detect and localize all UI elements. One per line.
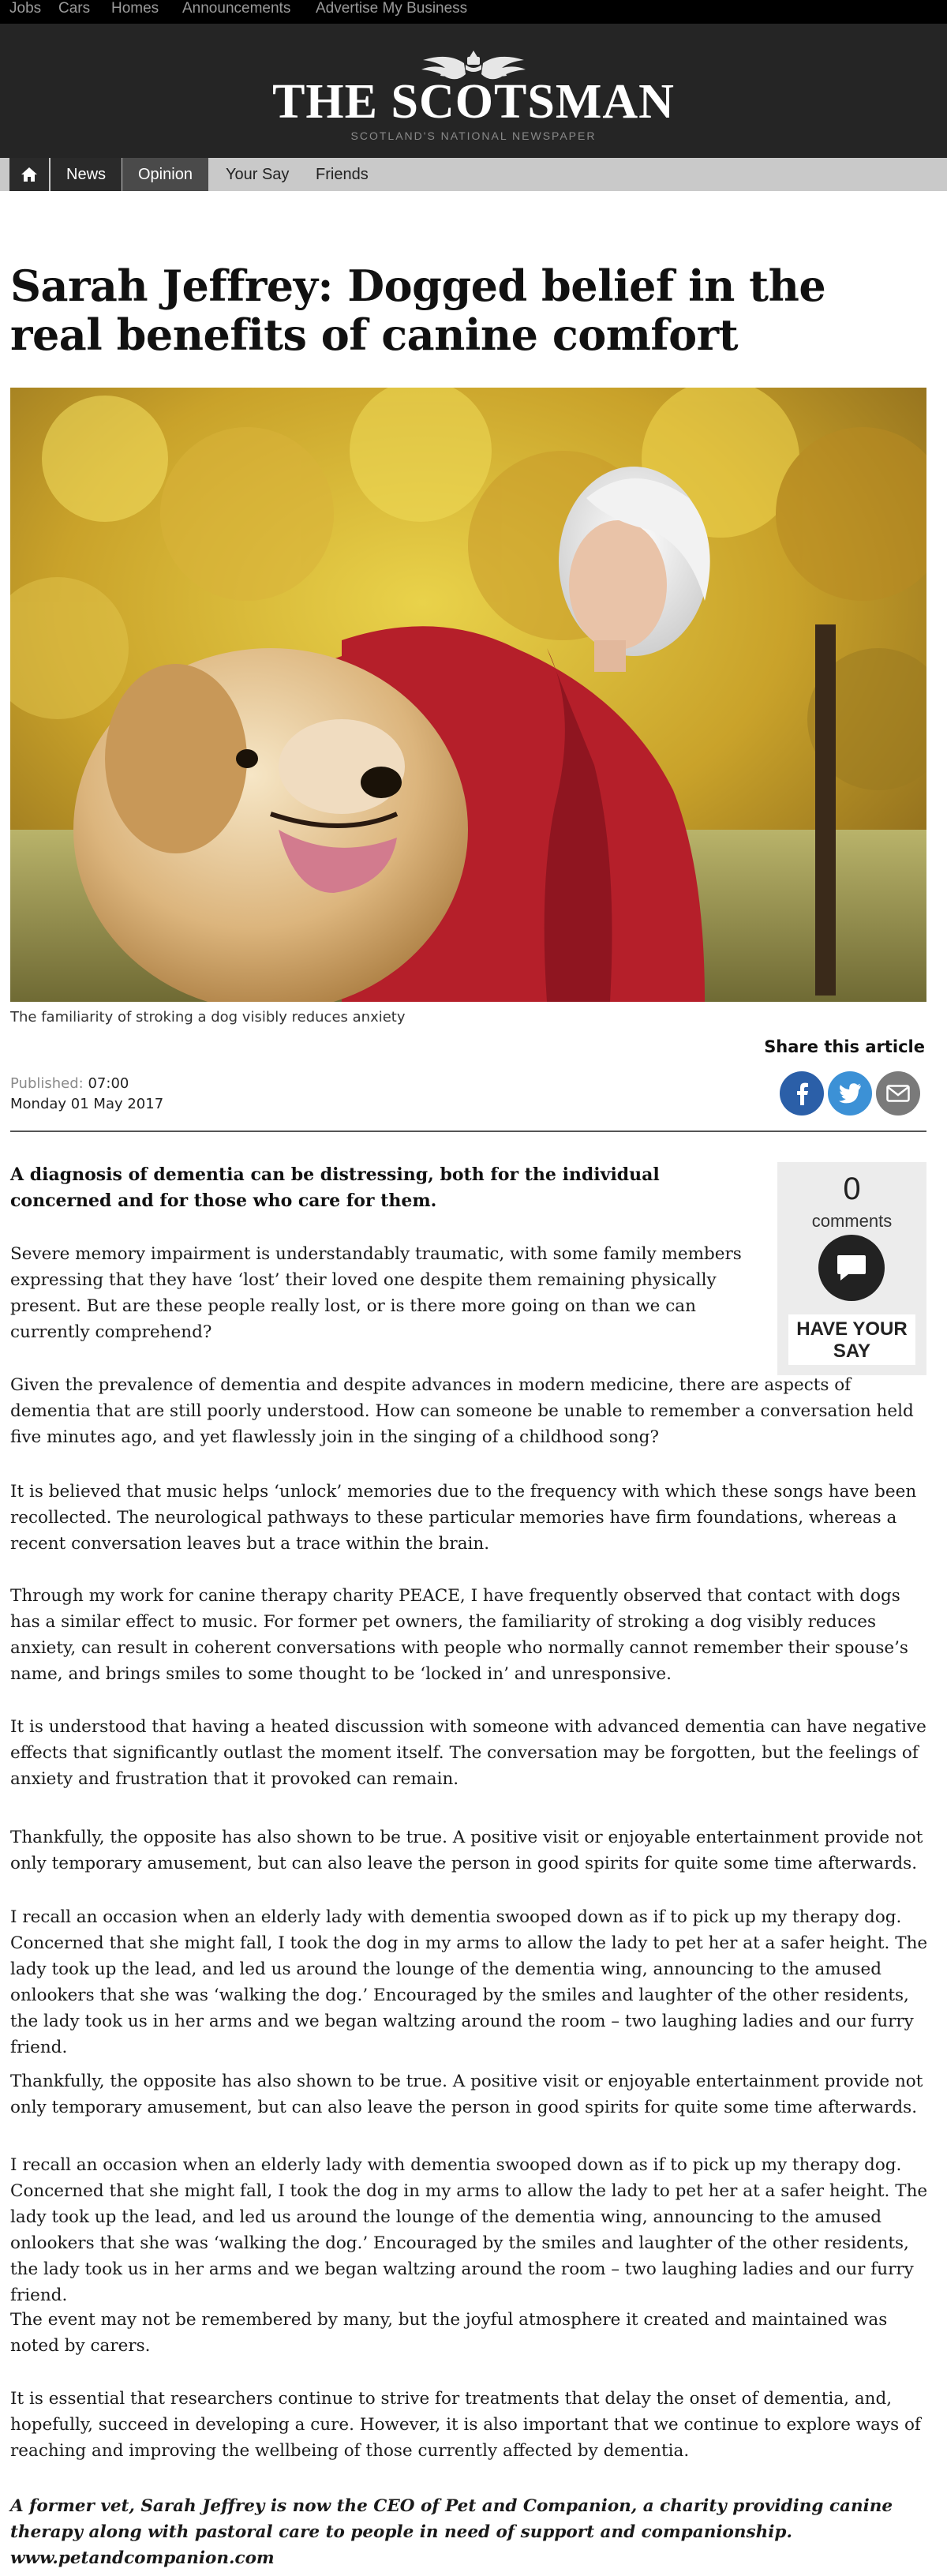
brand-tagline: SCOTLAND'S NATIONAL NEWSPAPER	[350, 129, 597, 142]
topnav-homes-link[interactable]: Homes	[111, 0, 159, 17]
article-paragraph: It is believed that music helps ‘unlock’ memories due to the frequency with which these songs have been recollected. The neurological pathways to these particular memories have firm foundations, whereas a recent conversation leaves but a trace within the brain.	[10, 1482, 917, 1554]
article-paragraph: Thankfully, the opposite has also shown to be true. A positive visit or enjoyable entertainment provide not only temporary amusement, but can also leave the person in good spirits for quite some time afterwards.	[10, 2072, 923, 2117]
nav-item-friends[interactable]: Friends	[316, 166, 369, 183]
published-date: Monday 01 May 2017	[10, 1096, 164, 1112]
share-title: Share this article	[764, 1037, 925, 1056]
article-headline: Sarah Jeffrey: Dogged belief in the real benefits of canine comfort	[10, 261, 826, 360]
topnav-announcements-link[interactable]: Announcements	[182, 0, 291, 17]
comments-label: comments	[811, 1211, 893, 1231]
article-paragraph: The event may not be remembered by many, but the joyful atmosphere it created and maintained was noted by carers.	[10, 2310, 888, 2356]
share-twitter-button[interactable]	[828, 1071, 872, 1116]
home-icon	[21, 167, 38, 182]
nav-item-your-say[interactable]: Your Say	[226, 166, 290, 183]
author-bio: A former vet, Sarah Jeffrey is now the CEO of Pet and Companion, a charity providing canine therapy along with pastoral care to people in need of support and companionship. www.petandcompanion.com	[10, 2496, 893, 2568]
article-paragraph: Thankfully, the opposite has also shown to be true. A positive visit or enjoyable entertainment provide not only temporary amusement, but can also leave the person in good spirits for quite some time afterwards.	[10, 1828, 923, 1873]
section-nav	[0, 158, 947, 191]
article-hero-image[interactable]	[10, 388, 926, 1002]
topnav-jobs-link[interactable]: Jobs	[9, 0, 42, 17]
nav-home-button[interactable]	[9, 158, 49, 191]
article-paragraph: Through my work for canine therapy charity PEACE, I have frequently observed that contact with dogs has a similar effect to music. For former pet owners, the familiarity of stroking a dog visibly reduces anxiety, can result in coherent conversations with people who normally cannot remember their spouse’s name, and brings smiles to some thought to be ‘locked in’ and unresponsive.	[10, 1586, 908, 1684]
topnav-cars-link[interactable]: Cars	[58, 0, 91, 17]
topnav-advertise-link[interactable]: Advertise My Business	[316, 0, 468, 17]
comments-button[interactable]	[818, 1235, 885, 1301]
article-lead: A diagnosis of dementia can be distressing, both for the individual concerned and for those who care for them.	[10, 1164, 660, 1211]
comments-widget	[777, 1162, 926, 1375]
email-icon	[886, 1085, 910, 1102]
published-info	[10, 1074, 163, 1115]
have-your-say-button[interactable]: HAVE YOUR SAY	[788, 1314, 915, 1365]
share-email-button[interactable]	[876, 1071, 920, 1116]
published-time: 07:00	[88, 1075, 129, 1092]
nav-item-news[interactable]: News	[51, 158, 122, 191]
article-paragraph: I recall an occasion when an elderly lady with dementia swooped down as if to pick up my therapy dog. Concerned that she might fall, I took the dog in my arms to allow the lady to pet her at a safer height. The lady took up the lead, and led us around the lounge of the dementia wing, announcing to the amused onlookers that she was ‘walking the dog.’ Encouraged by the smiles and laughter of the other residents, the lady took us in her arms and we began waltzing around the room – two laughing ladies and our furry friend.	[10, 2155, 928, 2305]
brand-logo[interactable]: THE SCOTSMAN	[272, 75, 675, 129]
hero-photo	[10, 388, 926, 1002]
masthead	[0, 24, 947, 158]
speech-bubble-icon	[836, 1254, 867, 1282]
share-facebook-button[interactable]	[780, 1071, 824, 1116]
facebook-icon	[792, 1082, 811, 1105]
image-caption: The familiarity of stroking a dog visibly reduces anxiety	[10, 1009, 406, 1026]
article-paragraph: Severe memory impairment is understandably traumatic, with some family members expressing that they have ‘lost’ their loved one despite them remaining physically present. But are these people really lost, or is there more going on than we can currently comprehend?	[10, 1244, 742, 1342]
published-label: Published:	[10, 1075, 84, 1092]
article-paragraph: It is understood that having a heated discussion with someone with advanced dementia can have negative effects that significantly outlast the moment itself. The conversation may be forgotten, but the feelings of anxiety and frustration that it provoked can remain.	[10, 1717, 926, 1789]
comments-count: 0	[843, 1172, 861, 1206]
article-paragraph: It is essential that researchers continue to strive for treatments that delay the onset of dementia, and, hopefully, succeed in developing a cure. However, it is also important that we continue to explore ways of reaching and improving the wellbeing of those currently affected by dementia.	[10, 2389, 921, 2461]
divider	[10, 1131, 926, 1132]
top-utility-bar	[0, 0, 947, 24]
twitter-icon	[838, 1083, 862, 1104]
nav-item-opinion[interactable]: Opinion	[122, 158, 208, 191]
article-paragraph: I recall an occasion when an elderly lady with dementia swooped down as if to pick up my therapy dog. Concerned that she might fall, I took the dog in my arms to allow the lady to pet her at a safer height. The lady took up the lead, and led us around the lounge of the dementia wing, announcing to the amused onlookers that she was ‘walking the dog.’ Encouraged by the smiles and laughter of the other residents, the lady took us in her arms and we began waltzing around the room – two laughing ladies and our furry friend.	[10, 1907, 928, 2057]
article-paragraph: Given the prevalence of dementia and despite advances in modern medicine, there are aspects of dementia that are still poorly understood. How can someone be unable to remember a conversation held five minutes ago, and yet flawlessly join in the singing of a childhood song?	[10, 1375, 914, 1447]
